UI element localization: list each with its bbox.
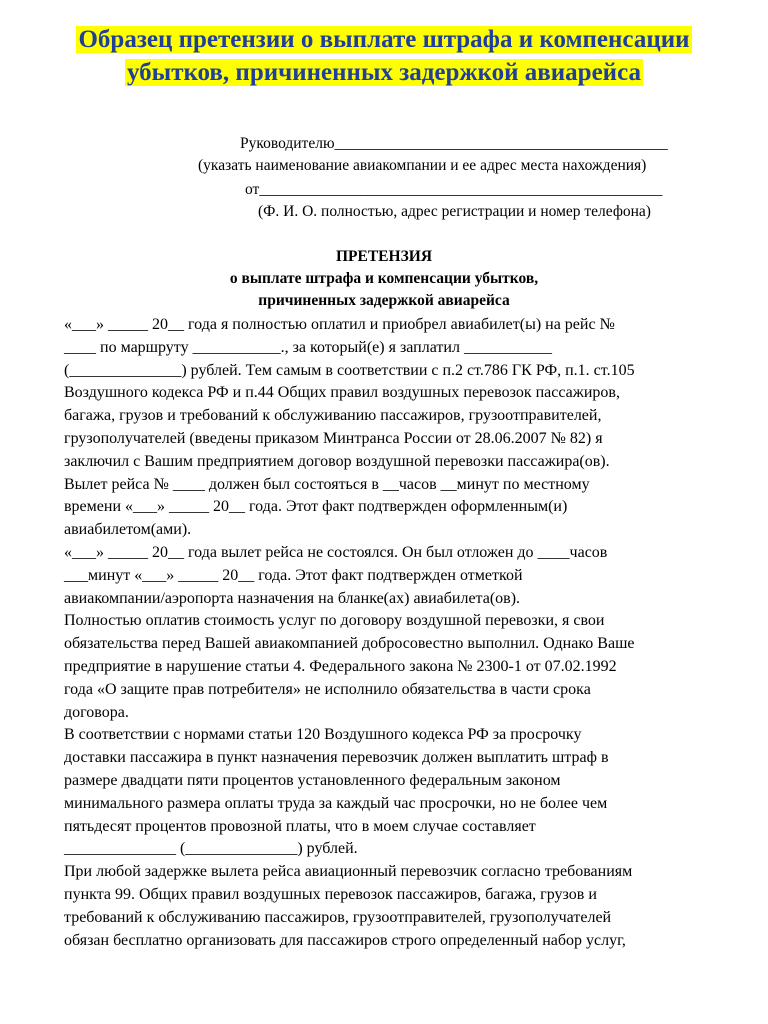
body-line: «___» _____ 20__ года вылет рейса не состоялся. Он был отложен до ____часов bbox=[64, 543, 608, 561]
body-line: авиабилетом(ами). bbox=[64, 521, 192, 539]
body-line: «___» _____ 20__ года я полностью оплатил и приобрел авиабилет(ы) на рейс № bbox=[64, 316, 615, 333]
body-line: ____ по маршруту ___________., за который(е) я заплатил ___________ bbox=[64, 338, 552, 356]
claim-heading: ПРЕТЕНЗИЯ bbox=[335, 248, 433, 265]
claim-subheading-1: о выплате штрафа и компенсации убытков, bbox=[229, 270, 539, 287]
title-line-2: убытков, причиненных задержкой авиарейса bbox=[127, 59, 641, 86]
body-line: доставки пассажира в пункт назначения перевозчик должен выплатить штраф в bbox=[64, 749, 609, 767]
addressee-line: Руководителю___________________________________________ bbox=[240, 135, 668, 152]
body-line: времени «___» _____ 20__ года. Этот факт подтвержден оформленным(и) bbox=[64, 498, 568, 516]
body-line: Воздушного кодекса РФ и п.44 Общих правил воздушных перевозок пассажиров, bbox=[64, 384, 620, 402]
body-line: заключил с Вашим предприятием договор воздушной перевозки пассажира(ов). bbox=[64, 452, 610, 470]
body-line: багажа, грузов и требований к обслуживанию пассажиров, грузоотправителей, bbox=[64, 407, 602, 425]
body-line: ___минут «___» _____ 20__ года. Этот факт подтвержден отметкой bbox=[64, 566, 523, 584]
body-line: обязательства перед Вашей авиакомпанией добросовестно выполнил. Однако Ваше bbox=[64, 635, 635, 653]
sender-line: от____________________________________________________ bbox=[245, 181, 663, 198]
body-line: грузополучателей (введены приказом Минтранса России от 28.06.2007 № 82) я bbox=[64, 429, 603, 447]
addressee-hint: (указать наименование авиакомпании и ее адрес места нахождения) bbox=[198, 157, 647, 174]
body-line: авиакомпании/аэропорта назначения на бланке(ах) авиабилета(ов). bbox=[64, 589, 521, 607]
claim-subheading-2: причиненных задержкой авиарейса bbox=[258, 292, 510, 309]
body-line: Полностью оплатив стоимость услуг по договору воздушной перевозки, я свои bbox=[64, 612, 605, 630]
body-line: пункта 99. Общих правил воздушных перевозок пассажиров, багажа, грузов и bbox=[64, 885, 597, 903]
body-line: пятьдесят процентов провозной платы, что в моем случае составляет bbox=[64, 817, 536, 835]
body-line: ______________ (______________) рублей. bbox=[64, 840, 358, 858]
body-line: требований к обслуживанию пассажиров, грузоотправителей, грузополучателей bbox=[64, 908, 612, 926]
claim-body bbox=[64, 314, 724, 952]
body-line: года «О защите прав потребителя» не исполнило обязательства в части срока bbox=[64, 680, 591, 698]
body-line: (______________) рублей. Тем самым в соответствии с п.2 ст.786 ГК РФ, п.1. ст.105 bbox=[64, 361, 635, 379]
body-line: минимального размера оплаты труда за каждый час просрочки, но не более чем bbox=[64, 794, 608, 812]
body-line: размере двадцати пяти процентов установленного федеральным законом bbox=[64, 771, 561, 789]
title-line-1: Образец претензии о выплате штрафа и компенсации bbox=[78, 26, 690, 53]
body-line: Вылет рейса № ____ должен был состояться в __часов __минут по местному bbox=[64, 475, 590, 493]
body-line: договора. bbox=[64, 703, 129, 721]
body-line: При любой задержке вылета рейса авиационный перевозчик согласно требованиям bbox=[64, 863, 633, 881]
body-line: обязан бесплатно организовать для пассажиров строго определенный набор услуг, bbox=[64, 931, 626, 949]
body-line: В соответствии с нормами статьи 120 Воздушного кодекса РФ за просрочку bbox=[64, 726, 582, 744]
sender-hint: (Ф. И. О. полностью, адрес регистрации и номер телефона) bbox=[258, 203, 651, 220]
body-line: предприятие в нарушение статьи 4. Федерального закона № 2300-1 от 07.02.1992 bbox=[64, 657, 617, 675]
